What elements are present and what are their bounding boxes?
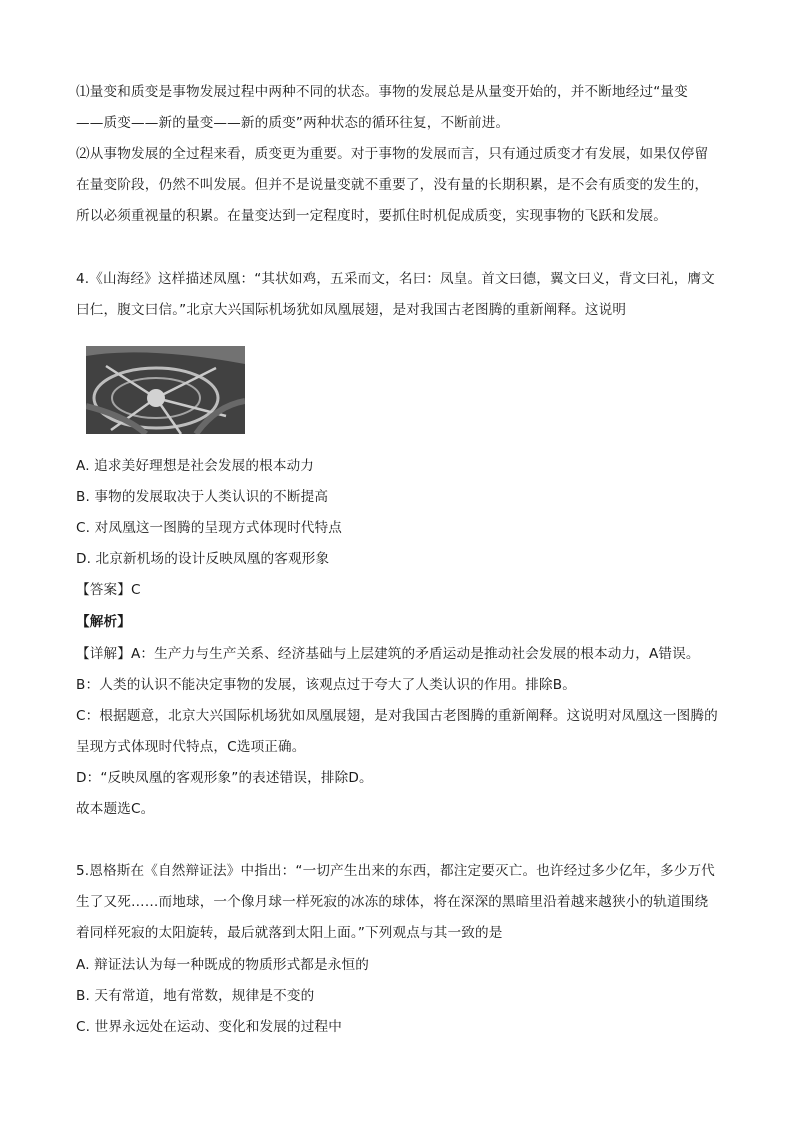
question-4-detail-c-line-1: C：根据题意，北京大兴国际机场犹如凤凰展翅，是对我国古老图腾的重新阐释。这说明对凤凰这一图腾的 <box>76 708 718 724</box>
intro-paragraph-2-line-1: ⑵从事物发展的全过程来看，质变更为重要。对于事物的发展而言，只有通过质变才有发展，如果仅停留 <box>76 146 709 162</box>
intro-paragraph-1-line-2: ——质变——新的量变——新的质变”两种状态的循环往复，不断前进。 <box>76 115 510 131</box>
airport-aerial-photo <box>86 346 245 434</box>
intro-paragraph-2-line-3: 所以必须重视量的积累。在量变达到一定程度时，要抓住时机促成质变，实现事物的飞跃和发展。 <box>76 208 667 224</box>
question-4-stem-line-1: 4.《山海经》这样描述凤凰：“其状如鸡，五采而文，名曰：凤皇。首文曰德，翼文曰义，背文曰礼，膺文 <box>76 271 715 287</box>
question-4-detail-b: B：人类的认识不能决定事物的发展，该观点过于夸大了人类认识的作用。排除B。 <box>76 677 576 693</box>
question-4-conclusion: 故本题选C。 <box>76 801 155 817</box>
question-4-detail-d: D：“反映凤凰的客观形象”的表述错误，排除D。 <box>76 770 373 786</box>
intro-paragraph-2-line-2: 在量变阶段，仍然不叫发展。但并不是说量变就不重要了，没有量的长期积累，是不会有质变的发生的， <box>76 177 709 193</box>
question-5-option-a: A. 辩证法认为每一种既成的物质形式都是永恒的 <box>76 957 370 973</box>
intro-paragraph-1-line-1: ⑴量变和质变是事物发展过程中两种不同的状态。事物的发展总是从量变开始的，并不断地经过“量变 <box>76 84 688 100</box>
question-5-stem-line-1: 5.恩格斯在《自然辩证法》中指出：“一切产生出来的东西，都注定要灭亡。也许经过多少亿年，多少万代 <box>76 863 715 879</box>
question-4-option-a: A. 追求美好理想是社会发展的根本动力 <box>76 458 315 474</box>
question-4-stem-line-2: 曰仁，腹文曰信。”北京大兴国际机场犹如凤凰展翅，是对我国古老图腾的重新阐释。这说明 <box>76 302 627 318</box>
question-4-detail-a: 【详解】A：生产力与生产关系、经济基础与上层建筑的矛盾运动是推动社会发展的根本动力，A错误。 <box>76 646 700 662</box>
question-4-option-d: D. 北京新机场的设计反映凤凰的客观形象 <box>76 551 330 567</box>
question-5-option-c: C. 世界永远处在运动、变化和发展的过程中 <box>76 1019 342 1035</box>
question-4-option-c: C. 对凤凰这一图腾的呈现方式体现时代特点 <box>76 520 342 536</box>
question-4-answer: 【答案】C <box>76 582 141 598</box>
question-5-option-b: B. 天有常道，地有常数，规律是不变的 <box>76 988 315 1004</box>
question-5-stem-line-2: 生了又死……而地球，一个像月球一样死寂的冰冻的球体，将在深深的黑暗里沿着越来越狭小的轨道围绕 <box>76 894 709 910</box>
question-5-stem-line-3: 着同样死寂的太阳旋转，最后就落到太阳上面。”下列观点与其一致的是 <box>76 925 503 941</box>
question-4-detail-c-line-2: 呈现方式体现时代特点，C选项正确。 <box>76 739 306 755</box>
question-4-option-b: B. 事物的发展取决于人类认识的不断提高 <box>76 489 329 505</box>
question-4-analysis-label: 【解析】 <box>76 614 131 630</box>
